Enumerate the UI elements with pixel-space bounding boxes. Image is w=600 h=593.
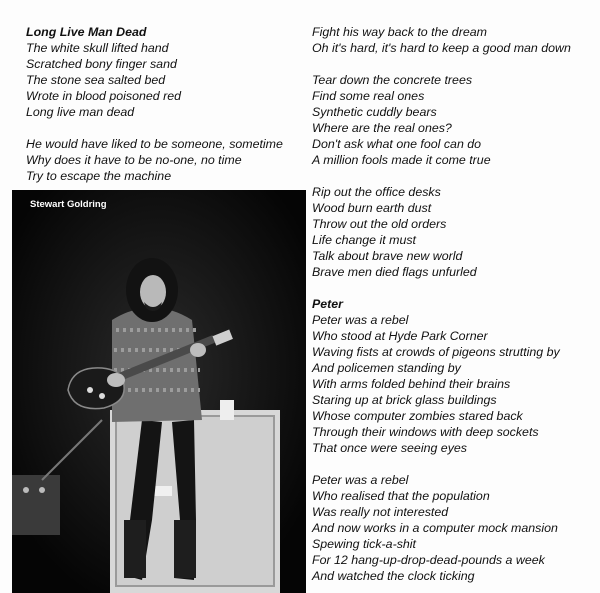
lyric-line: A million fools made it come true [312, 153, 491, 167]
song-title-peter: Peter [312, 297, 343, 311]
guitarist-photo-image [12, 190, 306, 593]
lyric-line: Talk about brave new world [312, 249, 463, 263]
lyric-line: That once were seeing eyes [312, 441, 467, 455]
lyric-line: Peter was a rebel [312, 313, 409, 327]
lyric-line: Wood burn earth dust [312, 201, 432, 215]
band-photo [12, 190, 306, 593]
lyric-line: Who realised that the population [312, 489, 490, 503]
lyric-line: Peter was a rebel [312, 473, 409, 487]
lyric-line: Tear down the concrete trees [312, 73, 473, 87]
lyric-line: With arms folded behind their brains [312, 377, 511, 391]
lyric-line: For 12 hang-up-drop-dead-pounds a week [312, 553, 545, 567]
stanza-gap [312, 168, 592, 184]
stanza-gap [312, 456, 592, 472]
lyric-line: Through their windows with deep sockets [312, 425, 539, 439]
lyric-line: Don't ask what one fool can do [312, 137, 482, 151]
lyric-line: Wrote in blood poisoned red [26, 89, 181, 103]
lyric-line: Fight his way back to the dream [312, 25, 487, 39]
stanza-gap [26, 120, 296, 136]
lyric-line: Try to escape the machine [26, 169, 172, 183]
lyric-line: Where are the real ones? [312, 121, 452, 135]
song-title-long-live-man-dead: Long Live Man Dead [26, 25, 147, 39]
lyric-line: Why does it have to be no-one, no time [26, 153, 242, 167]
stanza-gap [312, 56, 592, 72]
lyric-line: Spewing tick-a-shit [312, 537, 416, 551]
photo-credit: Stewart Goldring [30, 199, 107, 210]
lyric-line: Brave men died flags unfurled [312, 265, 477, 279]
lyric-line: Scratched bony finger sand [26, 57, 177, 71]
lyric-line: Whose computer zombies stared back [312, 409, 523, 423]
lyric-line: Rip out the office desks [312, 185, 441, 199]
lyric-line: Staring up at brick glass buildings [312, 393, 497, 407]
stanza-gap [312, 280, 592, 296]
lyric-line: The white skull lifted hand [26, 41, 169, 55]
lyric-line: And policemen standing by [312, 361, 461, 375]
lyric-line: Synthetic cuddly bears [312, 105, 437, 119]
lyric-line: He would have liked to be someone, sometime [26, 137, 283, 151]
lyric-line: Oh it's hard, it's hard to keep a good man down [312, 41, 571, 55]
lyric-line: The stone sea salted bed [26, 73, 166, 87]
lyric-line: Life change it must [312, 233, 417, 247]
lyric-line: Throw out the old orders [312, 217, 447, 231]
lyric-line: Find some real ones [312, 89, 425, 103]
right-lyrics-column [312, 24, 592, 584]
lyric-line: Who stood at Hyde Park Corner [312, 329, 488, 343]
lyric-line: Long live man dead [26, 105, 135, 119]
lyric-line: Waving fists at crowds of pigeons strutting by [312, 345, 560, 359]
lyric-line: Was really not interested [312, 505, 449, 519]
lyric-line: And now works in a computer mock mansion [312, 521, 558, 535]
lyric-line: And watched the clock ticking [312, 569, 475, 583]
left-lyrics-column [26, 24, 296, 184]
